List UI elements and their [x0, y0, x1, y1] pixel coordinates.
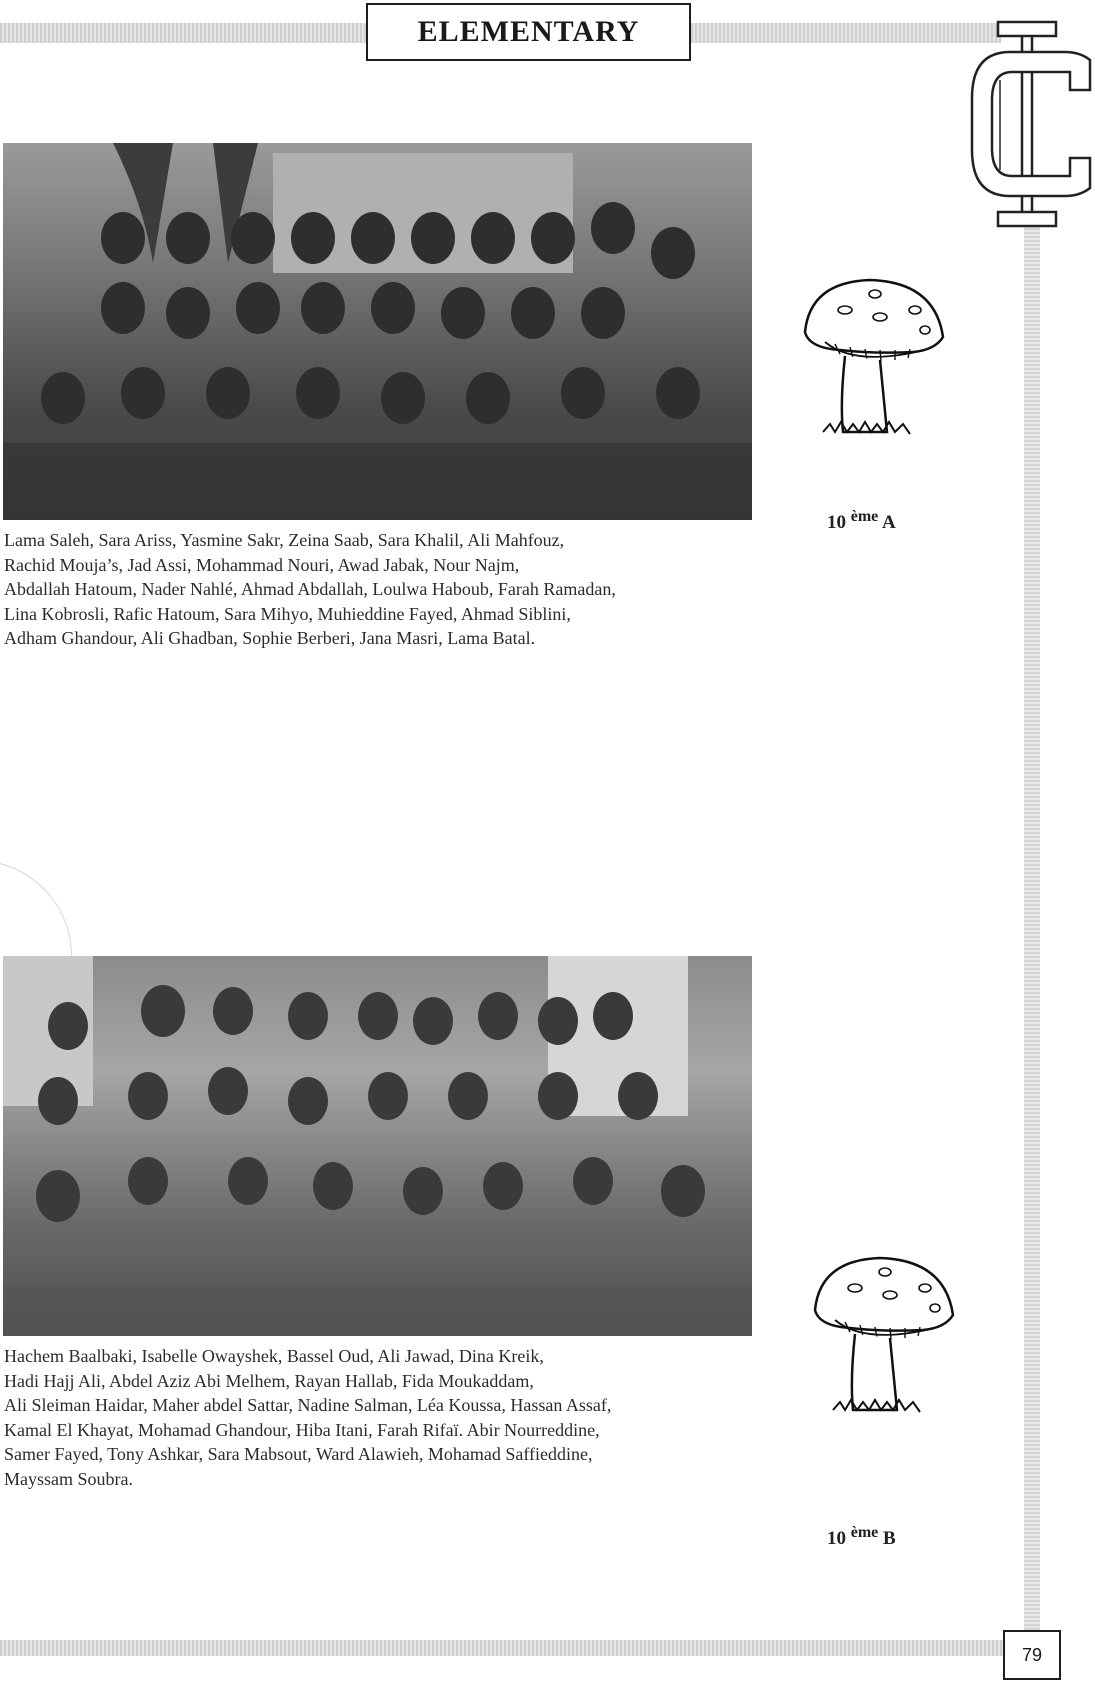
- class-photo-10b: [3, 956, 752, 1336]
- footer-band: [0, 1640, 1004, 1656]
- class-label-10b: 10 $^{ème}$ B: [827, 1524, 896, 1549]
- side-band: [1024, 220, 1040, 1635]
- class-group-photo-icon: [3, 956, 752, 1336]
- caption-line: Abdallah Hatoum, Nader Nahlé, Ahmad Abdallah, Loulwa Haboub, Farah Ramadan,: [4, 579, 616, 599]
- caption-line: Rachid Mouja’s, Jad Assi, Mohammad Nouri, Awad Jabak, Nour Najm,: [4, 554, 520, 575]
- caption-line: Kamal El Khayat, Mohamad Ghandour, Hiba Itani, Farah Rifaï. Abir Nourreddine,: [4, 1419, 600, 1440]
- page-number: 79: [1003, 1630, 1061, 1680]
- caption-line: Samer Fayed, Tony Ashkar, Sara Mabsout, Ward Alawieh, Mohamad Saffieddine,: [4, 1444, 593, 1464]
- caption-10b: [4, 1344, 764, 1491]
- caption-line: Lina Kobrosli, Rafic Hatoum, Sara Mihyo, Muhieddine Fayed, Ahmad Siblini,: [4, 603, 571, 624]
- caption-line: Mayssam Soubra.: [4, 1468, 133, 1489]
- school-crest-tc-icon: [970, 20, 1095, 230]
- class-photo-10a: [3, 143, 752, 520]
- mushroom-drawing-icon: [795, 272, 950, 447]
- class-group-photo-icon: [3, 143, 752, 520]
- caption-10a: [4, 528, 764, 651]
- header-band-right: [691, 23, 1001, 43]
- caption-line: Adham Ghandour, Ali Ghadban, Sophie Berberi, Jana Masri, Lama Batal.: [4, 628, 536, 648]
- caption-line: Hadi Hajj Ali, Abdel Aziz Abi Melhem, Rayan Hallab, Fida Moukaddam,: [4, 1370, 534, 1391]
- mushroom-drawing-icon: [805, 1250, 960, 1425]
- class-label-10a: 10 $^{ème}$ A: [827, 508, 896, 533]
- caption-line: Hachem Baalbaki, Isabelle Owayshek, Bassel Oud, Ali Jawad, Dina Kreik,: [4, 1346, 544, 1366]
- header-band-left: [0, 23, 366, 43]
- caption-line: Ali Sleiman Haidar, Maher abdel Sattar, Nadine Salman, Léa Koussa, Hassan Assaf,: [4, 1395, 612, 1415]
- section-title: ELEMENTARY: [366, 3, 691, 61]
- caption-line: Lama Saleh, Sara Ariss, Yasmine Sakr, Zeina Saab, Sara Khalil, Ali Mahfouz,: [4, 530, 565, 550]
